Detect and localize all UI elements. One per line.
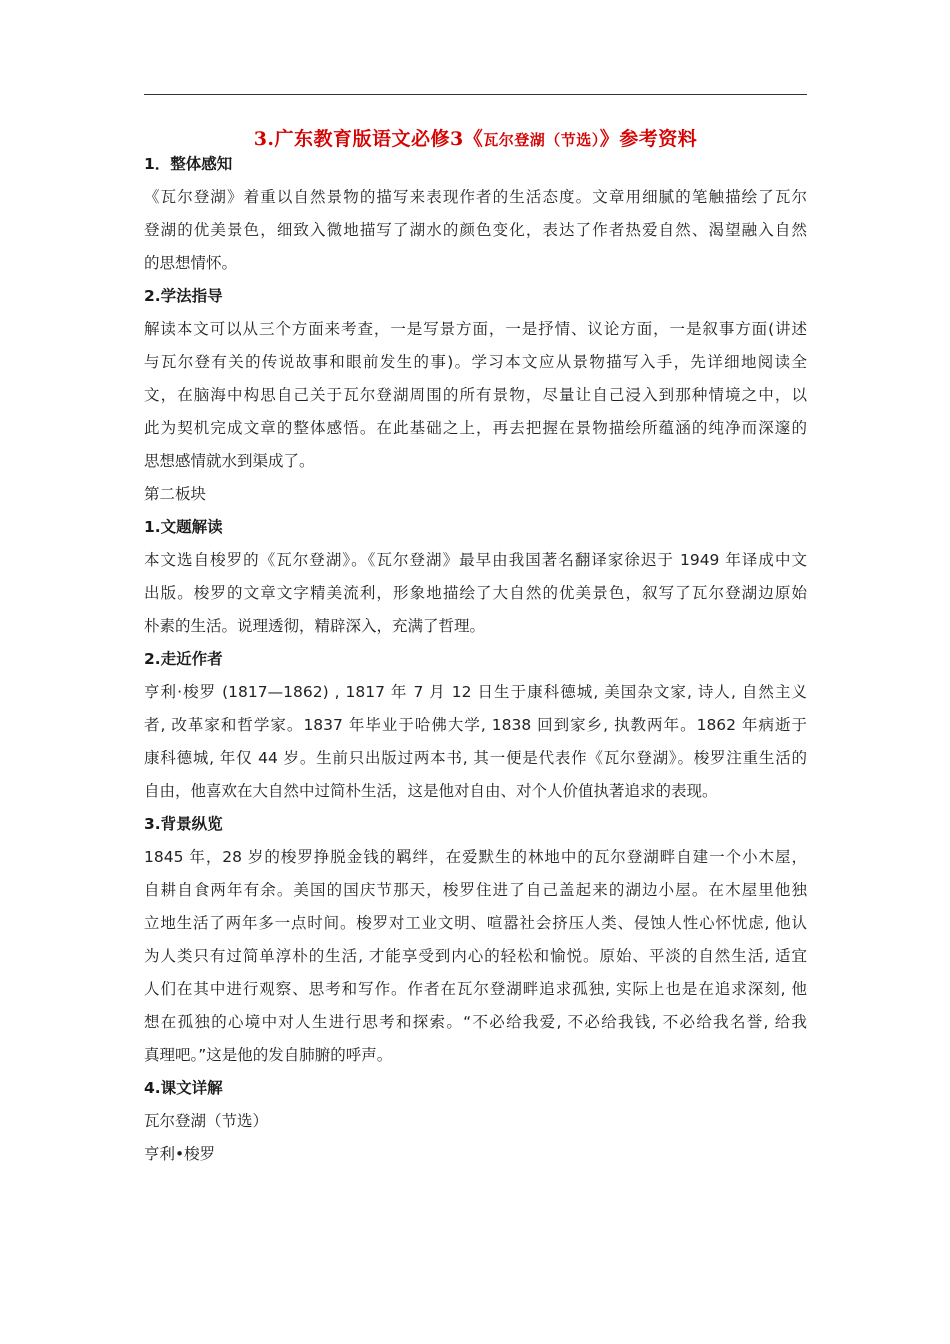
paragraph-title-reading <box>144 544 807 643</box>
section-heading-text-explanation: 4.课文详解 <box>144 1079 223 1097</box>
text-line: 想在孤独的心境中对人生进行思考和探索。“不必给我爱, 不必给我钱, 不必给我名誉, 给我 <box>144 1013 807 1031</box>
text-line: 人们在其中进行观察、思考和写作。作者在瓦尔登湖畔追求孤独, 实际上也是在追求深刻, 他 <box>144 980 807 998</box>
section-heading-author: 2.走近作者 <box>144 650 223 668</box>
text-author: 亨利•梭罗 <box>144 1145 216 1163</box>
text-line: 的思想情怀。 <box>144 254 238 272</box>
paragraph-background <box>144 841 807 1072</box>
text-line: 康科德城, 年仅 44 岁。生前只出版过两本书, 其一便是代表作《瓦尔登湖》。梭罗注重生活的 <box>144 749 807 767</box>
title-suffix: 》参考资料 <box>599 128 698 150</box>
section-heading-overview: 1．整体感知 <box>144 155 233 173</box>
header-rule <box>144 94 807 95</box>
text-line: 此为契机完成文章的整体感悟。在此基础之上，再去把握在景物描绘所蕴涵的纯净而深邃的 <box>144 419 807 437</box>
section-heading-study-guide: 2.学法指导 <box>144 287 223 305</box>
title-small: 瓦尔登湖（节选） <box>483 131 600 149</box>
block-label: 第二板块 <box>144 485 207 503</box>
text-line: 《瓦尔登湖》着重以自然景物的描写来表现作者的生活态度。文章用细腻的笔触描绘了瓦尔 <box>144 188 807 206</box>
section-heading-title-reading: 1.文题解读 <box>144 518 223 536</box>
text-line: 出版。梭罗的文章文字精美流利，形象地描绘了大自然的优美景色，叙写了瓦尔登湖边原始 <box>144 584 807 602</box>
paragraph-author <box>144 676 807 808</box>
text-line: 1845 年，28 岁的梭罗挣脱金钱的羁绊，在爱默生的林地中的瓦尔登湖畔自建一个小木屋， <box>144 848 807 866</box>
text-line: 本文选自梭罗的《瓦尔登湖》。《瓦尔登湖》最早由我国著名翻译家徐迟于 1949 年译成中文 <box>144 551 807 569</box>
text-line: 朴素的生活。说理透彻，精辟深入，充满了哲理。 <box>144 617 486 635</box>
text-line: 为人类只有过简单淳朴的生活, 才能享受到内心的轻松和愉悦。原始、平淡的自然生活, 适宜 <box>144 947 807 965</box>
document-body <box>144 148 807 1171</box>
text-line: 与瓦尔登有关的传说故事和眼前发生的事)。学习本文应从景物描写入手，先详细地阅读全 <box>144 353 807 371</box>
text-line: 立地生活了两年多一点时间。梭罗对工业文明、喧嚣社会挤压人类、侵蚀人性心怀忧虑, 他认 <box>144 914 807 932</box>
text-line: 自耕自食两年有余。美国的国庆节那天，梭罗住进了自己盖起来的湖边小屋。在木屋里他独 <box>144 881 807 899</box>
text-line: 者, 改革家和哲学家。1837 年毕业于哈佛大学, 1838 回到家乡, 执教两年。1862 年病逝于 <box>144 716 807 734</box>
text-line: 登湖的优美景色，细致入微地描写了湖水的颜色变化，表达了作者热爱自然、渴望融入自然 <box>144 221 807 239</box>
text-line: 真理吧。”这是他的发自肺腑的呼声。 <box>144 1046 393 1064</box>
text-line: 解读本文可以从三个方面来考查，一是写景方面，一是抒情、议论方面，一是叙事方面(讲述 <box>144 320 807 338</box>
text-line: 文，在脑海中构思自己关于瓦尔登湖周围的所有景物，尽量让自己浸入到那种情境之中，以 <box>144 386 807 404</box>
text-line: 亨利·梭罗 (1817—1862) , 1817 年 7 月 12 日生于康科德城, 美国杂文家, 诗人, 自然主义 <box>144 683 807 701</box>
section-heading-background: 3.背景纵览 <box>144 815 223 833</box>
text-line: 自由，他喜欢在大自然中过简朴生活，这是他对自由、对个人价值执著追求的表现。 <box>144 782 718 800</box>
document-title <box>144 124 807 151</box>
text-title: 瓦尔登湖（节选） <box>144 1112 269 1130</box>
paragraph-study-guide <box>144 313 807 478</box>
title-prefix: 3.广东教育版语文必修3《 <box>253 128 484 150</box>
text-line: 思想感情就水到渠成了。 <box>144 452 315 470</box>
paragraph-overview <box>144 181 807 280</box>
